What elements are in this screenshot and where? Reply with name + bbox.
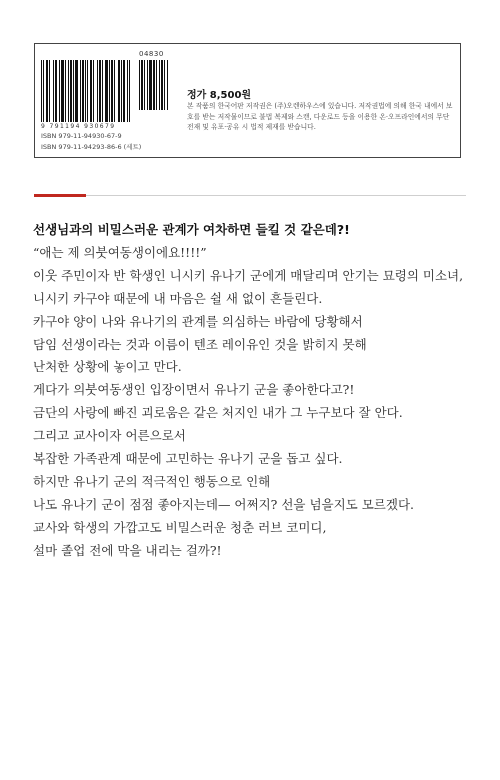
barcode-bar xyxy=(46,60,48,122)
blurb-line: 이웃 주민이자 반 학생인 니시키 유나기 군에게 매달리며 안기는 묘령의 미소녀, xyxy=(33,267,464,283)
barcode-bar xyxy=(109,60,110,122)
barcode-bar xyxy=(73,60,74,122)
barcode-bar xyxy=(61,60,64,122)
barcode-bar xyxy=(55,60,57,122)
barcode-bar xyxy=(121,60,122,122)
barcode-digits: 9 791194 930679 xyxy=(41,123,116,130)
blurb-line: 금단의 사랑에 빠진 괴로움은 같은 처지인 내가 그 누구보다 잘 안다. xyxy=(33,405,403,421)
barcode-bar xyxy=(123,60,125,122)
barcode-bar xyxy=(49,60,50,122)
barcode-bar xyxy=(41,60,42,122)
barcode-area xyxy=(41,50,173,154)
barcode-bar xyxy=(149,60,152,110)
barcode-bar xyxy=(164,60,165,110)
barcode-bar xyxy=(139,60,140,110)
barcode-bar xyxy=(111,60,113,122)
barcode-bar xyxy=(80,60,81,122)
barcode-bar xyxy=(97,60,98,122)
blurb-line: 복잡한 가족관계 때문에 고민하는 유나기 군을 돕고 싶다. xyxy=(33,451,343,467)
isbn-set-line: ISBN 979-11-94293-86-6 (세트) xyxy=(41,143,142,151)
barcode-bar xyxy=(68,60,69,122)
barcode-bar xyxy=(85,60,86,122)
blurb-line: 하지만 유나기 군의 적극적인 행동으로 인해 xyxy=(33,473,271,489)
barcode-bar xyxy=(65,60,66,122)
book-info-box xyxy=(34,43,461,158)
barcode-bar xyxy=(144,60,145,110)
blurb-line: 담임 선생이라는 것과 이름이 텐조 레이유인 것을 밝히지 못해 xyxy=(33,336,367,352)
barcode-bar xyxy=(159,60,160,110)
barcode-bar xyxy=(141,60,143,110)
barcode-bar xyxy=(156,60,157,110)
barcode-bar xyxy=(87,60,88,122)
barcode-bar xyxy=(75,60,78,122)
barcode-bar xyxy=(167,60,168,110)
barcode-bar xyxy=(99,60,101,122)
barcode-bar xyxy=(93,60,94,122)
barcode-bar xyxy=(129,60,130,122)
barcode-bar xyxy=(105,60,108,122)
barcode-bar xyxy=(70,60,72,122)
copyright-notice: 본 작품의 한국어판 저작권은 (주)오렌하우스에 있습니다. 저작권법에 의해 한국 내에서 보호를 받는 저작물이므로 불법 복제와 스캔, 다운로드 등을 이용한 온·오프라인에서의 무단 전재 및 유포·공유 시 법적 제재를 받습니다. xyxy=(187,102,453,131)
barcode-bar xyxy=(127,60,128,122)
barcode-bar xyxy=(53,60,54,122)
barcode-bar xyxy=(82,60,84,122)
isbn-barcode xyxy=(41,60,137,122)
blurb-line: 카구야 양이 나와 유나기의 관계를 의심하는 바람에 당황해서 xyxy=(33,313,363,329)
isbn-line: ISBN 979-11-94930-67-9 xyxy=(41,132,122,140)
blurb-line: 교사와 학생의 가깝고도 비밀스러운 청춘 러브 코미디, xyxy=(33,519,327,535)
barcode-bar xyxy=(59,60,60,122)
barcode-bar xyxy=(161,60,163,110)
blurb-line: 설마 졸업 전에 막을 내리는 걸까?! xyxy=(33,542,222,558)
barcode-bar xyxy=(90,60,92,122)
barcode-bar xyxy=(114,60,115,122)
blurb-line: 니시키 카구야 때문에 내 마음은 쉴 새 없이 흔들린다. xyxy=(33,290,323,306)
blurb-line: 난처한 상황에 놓이고 만다. xyxy=(33,359,182,375)
barcode-bar xyxy=(153,60,155,110)
addon-barcode xyxy=(139,60,171,110)
blurb-headline: 선생님과의 비밀스러운 관계가 여차하면 들킬 것 같은데?! xyxy=(33,222,350,237)
barcode-bar xyxy=(118,60,120,122)
addon-code: 04830 xyxy=(139,50,164,58)
blurb-line: 게다가 의붓여동생인 입장이면서 유나기 군을 좋아한다고?! xyxy=(33,382,355,398)
divider-rule xyxy=(86,195,466,196)
accent-rule xyxy=(34,194,86,197)
blurb xyxy=(33,219,473,563)
barcode-bar xyxy=(102,60,103,122)
barcode-bar xyxy=(43,60,44,122)
blurb-line: 그리고 교사이자 어른으로서 xyxy=(33,428,186,444)
price: 정가 8,500원 xyxy=(187,90,252,101)
barcode-bar xyxy=(147,60,148,110)
blurb-line: 나도 유나기 군이 점점 좋아지는데— 어쩌지? 선을 넘을지도 모르겠다. xyxy=(33,496,414,512)
blurb-line: “애는 제 의붓여동생이에요!!!!” xyxy=(33,244,207,260)
